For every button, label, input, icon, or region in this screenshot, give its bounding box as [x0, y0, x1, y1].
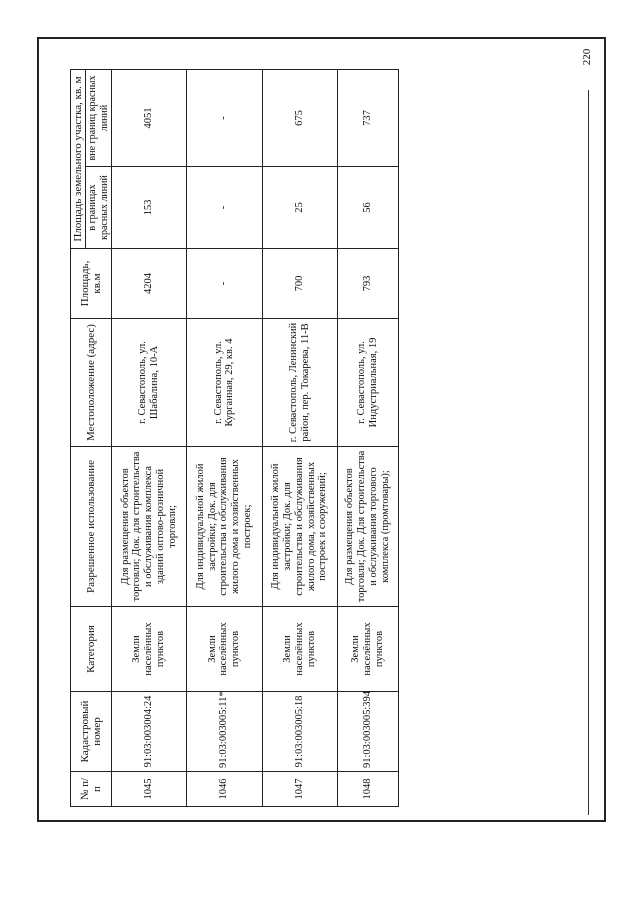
cell-outside: -	[187, 69, 262, 166]
header-use: Разрешенное использование	[71, 447, 112, 607]
table-rotated	[70, 70, 399, 807]
cell-location: г. Севастополь, ул. Курганная, 29, кв. 4	[187, 319, 262, 447]
cell-area: 700	[262, 249, 337, 319]
cell-inside: 25	[262, 167, 337, 249]
cell-cadastral: 91:03:003005:18	[262, 692, 337, 772]
cell-cadastral: 91:03:003004:24	[111, 692, 186, 772]
header-num: № п/п	[71, 772, 112, 807]
cell-use: Для размещения объектов торговли; Док. для строительства и обслуживания комплекса зданий оптово-розничной торговли;	[111, 447, 186, 607]
cell-area: 793	[337, 249, 398, 319]
cell-category: Земли населённых пунктов	[111, 607, 186, 692]
cell-inside: 56	[337, 167, 398, 249]
cell-use: Для размещения объектов торговли; Док. Для строительства и обслуживания торгового комплекса (промтовары);	[337, 447, 398, 607]
table-row	[262, 69, 337, 806]
header-land-area: Площадь земельного участка, кв. м	[71, 69, 86, 248]
page-number-text: 220	[581, 48, 593, 66]
cell-outside: 4051	[111, 69, 186, 166]
cell-num: 1047	[262, 772, 337, 807]
header-category: Категория	[71, 607, 112, 692]
cell-num: 1046	[187, 772, 262, 807]
cell-area: -	[187, 249, 262, 319]
cell-outside: 675	[262, 69, 337, 166]
cell-num: 1045	[111, 772, 186, 807]
cell-category: Земли населённых пунктов	[337, 607, 398, 692]
table-row	[187, 69, 262, 806]
cell-use: Для индивидуальной жилой застройки; Док. для строительства и обслуживания жилого дома и хозяйственных построек;	[187, 447, 262, 607]
cell-area: 4204	[111, 249, 186, 319]
cell-inside: -	[187, 167, 262, 249]
cell-num: 1048	[337, 772, 398, 807]
table-row	[111, 69, 186, 806]
header-area: Площадь, кв.м	[71, 249, 112, 319]
header-cadastral: Кадастровый номер	[71, 692, 112, 772]
header-outside: вне границ красных линий	[86, 69, 111, 166]
cell-location: г. Севастополь, ул. Шабалина, 10-А	[111, 319, 186, 447]
header-location: Местоположение (адрес)	[71, 319, 112, 447]
cell-cadastral: 91:03:003005:11*	[187, 692, 262, 772]
cell-cadastral: 91:03:003005:394	[337, 692, 398, 772]
cell-category: Земли населённых пунктов	[262, 607, 337, 692]
table-row	[337, 69, 398, 806]
cell-inside: 153	[111, 167, 186, 249]
cell-location: г. Севастополь, ул. Индустриальная, 19	[337, 319, 398, 447]
cell-location: г. Севастополь, Ленинский район, пер. Токарева, 11-В	[262, 319, 337, 447]
header-inside: в границах красных линий	[86, 167, 111, 249]
margin-rule	[588, 90, 589, 815]
land-plots-table	[70, 69, 399, 807]
cell-use: Для индивидуальной жилой застройки; Док. для строительства и обслуживания жилого дома, хозяйственных построек и сооружений;	[262, 447, 337, 607]
header-row	[71, 69, 86, 806]
table-rotation-box	[70, 70, 399, 807]
cell-category: Земли населённых пунктов	[187, 607, 262, 692]
cell-outside: 737	[337, 69, 398, 166]
page-number	[577, 42, 597, 72]
